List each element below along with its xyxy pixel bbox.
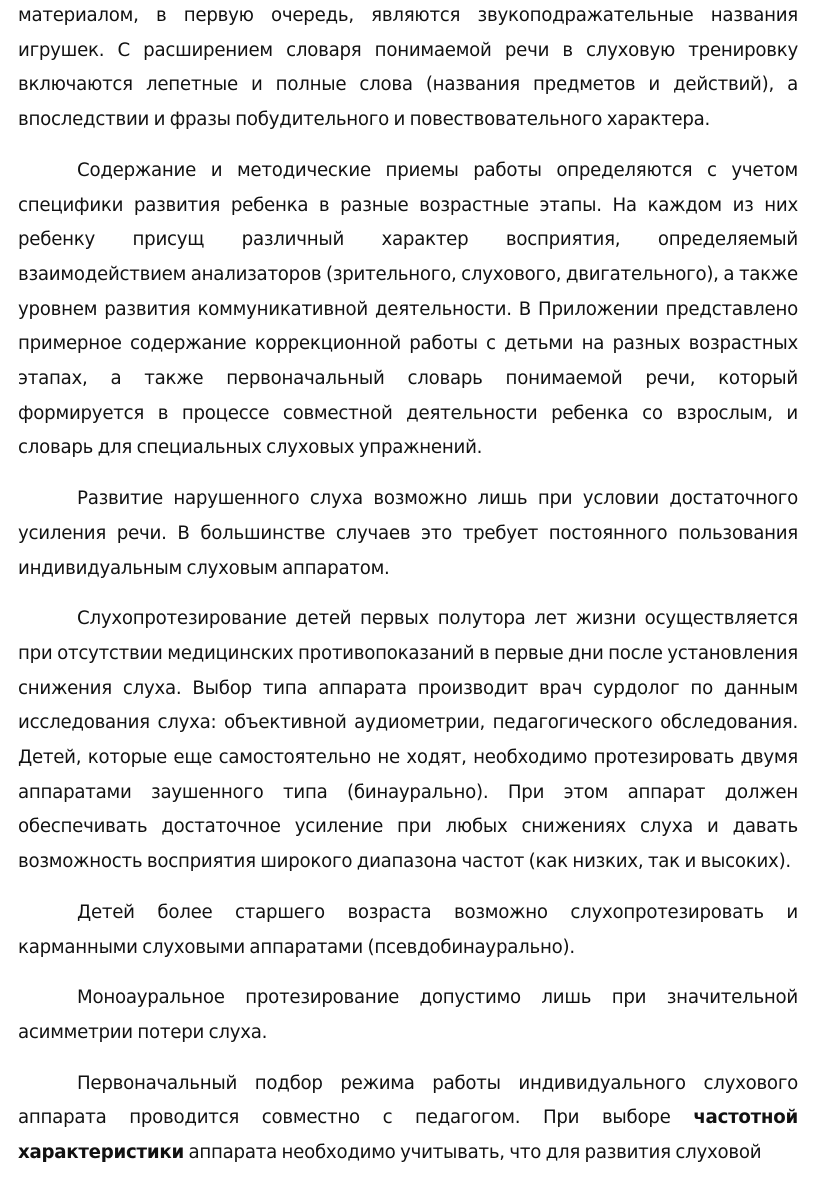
document-page xyxy=(18,0,798,1171)
paragraph-6: Моноауральное протезирование допустимо лишь при значительной асимметрии потери слуха. xyxy=(18,987,798,1043)
paragraph-4: Слухопротезирование детей первых полутора лет жизни осуществляется при отсутствии медицинских противопоказаний в первые дни после установления снижения слуха. Выбор типа аппарата производит врач сурдолог по данным исследования слуха: объективной аудиометрии, педагогического обследования. Детей, которые еще самостоятельно не ходят, необходимо протезировать двумя аппаратами заушенного типа (бинаурально). При этом аппарат должен обеспечивать достаточное усиление при любых снижениях слуха и давать возможность восприятия широкого диапазона частот (как низких, так и высоких). xyxy=(18,608,798,873)
paragraph-7-lead-text: Первоначальный подбор режима работы индивидуального слухового аппарата проводится совместно с педагогом. При выборе xyxy=(18,1072,798,1129)
paragraph-2: Содержание и методические приемы работы определяются с учетом специфики развития ребенка в разные возрастные этапы. На каждом из них ребенку присущ различный характер восприятия, определяемый взаимодействием анализаторов (зрительного, слухового, двигательного), а также уровнем развития коммуникативной деятельности. В Приложении представлено примерное содержание коррекционной работы с детьми на разных возрастных этапах, а также первоначальный словарь понимаемой речи, который формируется в процессе совместной деятельности ребенка со взрослым, и словарь для специальных слуховых упражнений. xyxy=(18,159,798,459)
paragraph-3: Развитие нарушенного слуха возможно лишь при условии достаточного усиления речи. В большинстве случаев это требует постоянного пользования индивидуальным слуховым аппаратом. xyxy=(18,488,798,579)
paragraph-1: материалом, в первую очередь, являются звукоподражательные названия игрушек. С расширением словаря понимаемой речи в слуховую тренировку включаются лепетные и полные слова (названия предметов и действий), а впоследствии и фразы побудительного и повествовательного характера. xyxy=(18,5,798,131)
frequency-response-term: частотной характеристики xyxy=(18,1107,798,1164)
paragraph-5: Детей более старшего возраста возможно слухопротезировать и карманными слуховыми аппаратами (псевдобинаурально). xyxy=(18,901,798,958)
paragraph-7 xyxy=(18,1067,798,1171)
paragraph-7-tail-text: аппарата необходимо учитывать, что для развития слуховой xyxy=(183,1142,762,1164)
